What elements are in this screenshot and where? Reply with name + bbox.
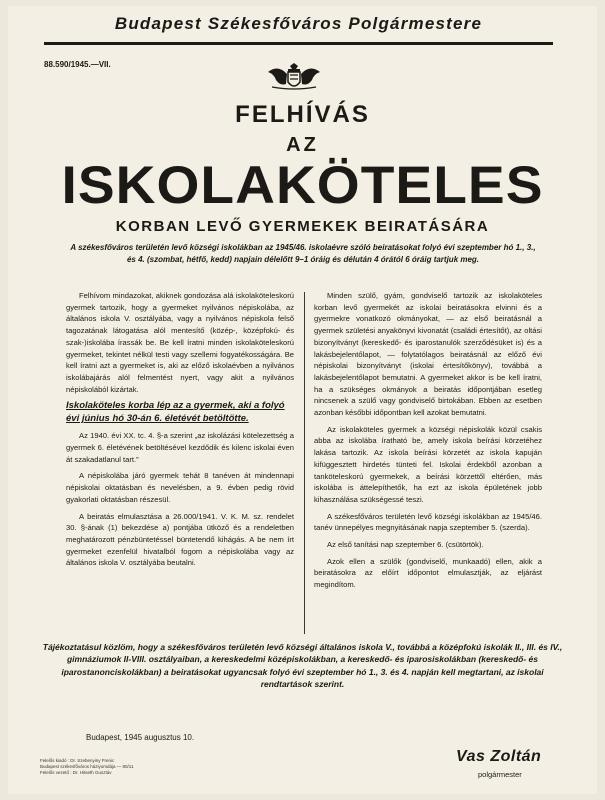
imprint-line-2: Budapest székesfőváros háziyomdája — 80/11	[40, 764, 134, 769]
title-az: AZ	[286, 134, 319, 156]
right-paragraph-4: Az első tanítási nap szeptember 6. (csütörtök).	[327, 540, 484, 550]
imprint-line-3: Felelős vezető : Dr. Hitseth Gusztáv	[40, 770, 112, 775]
right-column	[314, 290, 542, 591]
column-divider	[304, 292, 305, 634]
right-paragraph-2: Az iskolaköteles gyermek a községi népiskolák közül csakis abba az iskolába íratható be, amely iskola beírási körzetéhez lakása tartozik. Az iskola beírási körzetét az iskola kapuján kifüggesztett hirdetés tünteti fel. Iskolai érdekből azonban a tanköteleskorú gyermekek, a beírási körzettől eltérően, más iskolába is áttelepíthetők, ha ezt az iskola épületének jobb kihasználása szükségessé teszi.	[314, 424, 542, 504]
left-paragraph-4: A beiratás elmulasztása a 26.000/1941. V. K. M. sz. rendelet 30. §-ának (1) bekezdése a) pontjába ütköző és a rendeletben meghatározott pénzbüntetéssel büntetendő kihágás. A be nem írt gyermeket ezenfelül hivatalból fogom a népiskolába vagy az általános iskola V. osztályába beutalni.	[66, 511, 294, 568]
intro-paragraph: A székesfőváros területén levő községi iskolákban az 1945/46. iskolaévre szóló beiratásokat folyó évi szeptember hó 1., 3., és 4. (szombat, hétfő, kedd) napjain délelőtt 9–1 óráig és délután 4 órától 6 óráig tartjuk meg.	[70, 243, 536, 264]
right-paragraph-3: A székesfőváros területén levő községi iskolákban az 1945/46. tanév ünnepélyes megnyitásának napja szeptember 5. (szerda).	[314, 511, 542, 533]
left-column	[66, 290, 294, 569]
left-paragraph-1: Felhívom mindazokat, akiknek gondozása alá iskolaköteleskorú gyermek tartozik, hogy a gyermeket nyilvános népiskolába, az általános iskola V. osztályába, vagy a nyilvános népiskola felső tagozatának látogatása alól mentesítő (közép-, középfokú- és szak-)iskolába írassák be. Be kell íratni minden iskolaköteleskorú gyermeket, tekintet nélkül testi vagy szellemi fogyatékosságára. Be kell íratni azt a gyermeket is, aki az előző iskolaévben a nyilvános iskolábajárás alól felmentést nyert, vagy akit a nyilvános népiskolából kizártak.	[66, 291, 294, 394]
title-felhivas: FELHÍVÁS	[235, 101, 370, 128]
school-age-emphasis: Iskolaköteles korba lép az a gyermek, aki a folyó évi június hó 30-án 6. életévét betöltötte.	[66, 400, 285, 425]
right-paragraph-5: Azok ellen a szülők (gondviselő, munkaadó) ellen, akik a beiratásokra az előírt időpontot elmulasztják, az eljárást megindítom.	[314, 556, 542, 590]
signature-title: polgármester	[478, 770, 522, 779]
left-paragraph-2: Az 1940. évi XX. tc. 4. §-a szerint „az iskolázási kötelezettség a gyermek 6. életévének betöltésével kezdődik és kilenc iskolai éven át szakadatlanul tart.”	[66, 431, 294, 464]
signature-name: Vas Zoltán	[456, 748, 542, 765]
coat-of-arms-icon	[264, 60, 324, 92]
left-paragraph-3: A népiskolába járó gyermek tehát 8 tanéven át mindennapi népiskolai oktatásban és nevelésben, a 9. évben pedig rövid gyakorlati oktatásban részesül.	[66, 471, 294, 504]
right-paragraph-1: Minden szülő, gyám, gondviselő tartozik az iskolaköteles korban levő gyermekét az iskolai beiratásokra elvinni és a gyermekre vonatkozó okmányokat, — az első beiratásnál a gyermek születési anyakönyvi kivonatát (családi értesítőt), az oltási bizonyítványt (kereskedő- és iparostanulók szerződésüket is) és a lakásbejelentőlapot, — folytatólagos beiratásnál az előző évi népiskolai bizonyítványt (iskolai értesítőkönyv), továbbá a lakásbejelentőlapot bemutatni. A gyermeket akkor is be kell íratni, ha a szükséges okmányok a beiratás időpontjában esetleg nincsenek a szülő vagy gondviselő birtokában. Ebben az esetben azonban későbbi időpontban kell azokat bemutatni.	[314, 291, 542, 418]
reference-number: 88.590/1945.—VII.	[44, 60, 111, 69]
issue-date: Budapest, 1945 augusztus 10.	[86, 733, 195, 742]
header-rule	[44, 42, 553, 45]
closing-notice: Tájékoztatásul közlöm, hogy a székesfőváros területén levő községi általános iskola V., továbbá a középfokú iskolák II., III. és IV., gimnáziumok II-VIII. osztályaiban, a kereskedelmi középiskolákban, a kereskedő- és iparosiskolákban (kereskedő- és iparostanonciskolákban) a beiratásokat ugyancsak folyó évi szeptember hó 1., 3. és 4. napján kell megtartani, az iskolai rendtartások szerint.	[42, 642, 563, 689]
title-iskolakoteles: ISKOLAKÖTELES	[61, 156, 544, 215]
printer-imprint	[40, 758, 133, 776]
title-subtitle: KORBAN LEVŐ GYERMEKEK BEIRATÁSÁRA	[115, 218, 490, 235]
issuer-heading: Budapest Székesfőváros Polgármestere	[114, 14, 483, 33]
imprint-line-1: Felelős kiadó : Dr. Szebenyiny Frenic	[40, 758, 115, 763]
